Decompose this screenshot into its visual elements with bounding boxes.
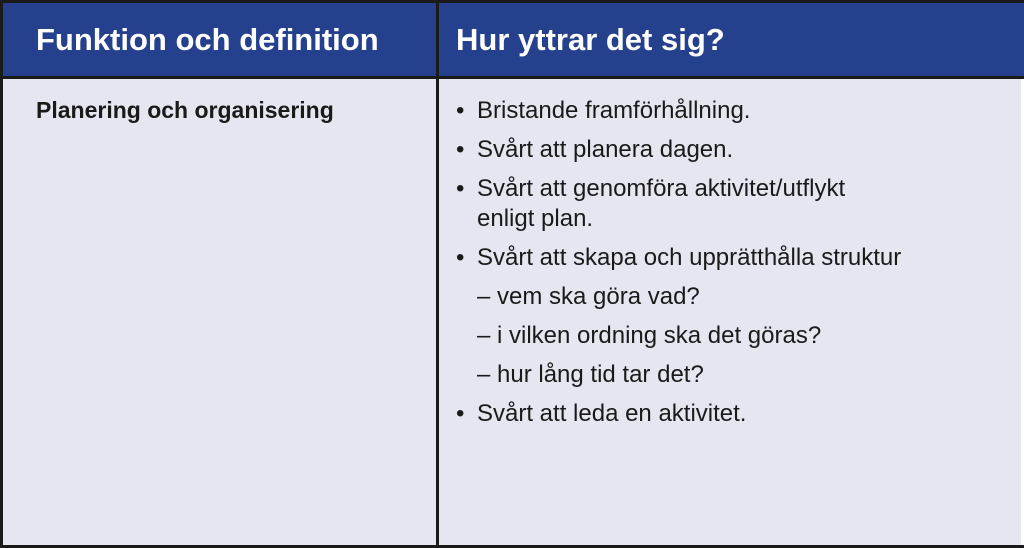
list-subitem [456, 282, 1016, 312]
list-subitem [456, 360, 1016, 390]
list-item-text: Bristande framförhållning. [477, 97, 751, 124]
table-row [0, 79, 1024, 548]
list-item [456, 243, 1016, 273]
list-item [456, 174, 907, 234]
list-item [456, 96, 1016, 126]
list-subitem [456, 321, 1016, 351]
table-header-row [0, 0, 1024, 79]
column-divider [436, 79, 439, 545]
list-item-text: Svårt att skapa och upprätthålla struktur [477, 244, 902, 271]
list-item [456, 399, 1016, 429]
header-how-it-shows: Hur yttrar det sig? [456, 22, 725, 57]
bullet-marker: • [456, 97, 465, 124]
bullet-marker: • [456, 175, 465, 202]
list-item-text: Svårt att genomföra aktivitet/utflykt enligt plan. [477, 175, 846, 232]
list-item-text: Svårt att leda en aktivitet. [477, 400, 747, 427]
dash-marker: – [477, 361, 491, 388]
bullet-marker: • [456, 400, 465, 427]
list-subitem-text: hur lång tid tar det? [497, 361, 704, 388]
list-subitem-text: vem ska göra vad? [497, 283, 700, 310]
column-divider [436, 3, 439, 76]
list-item-text: Svårt att planera dagen. [477, 136, 734, 163]
bullet-marker: • [456, 136, 465, 163]
bullet-marker: • [456, 244, 465, 271]
header-function-definition: Funktion och definition [36, 22, 379, 57]
dash-marker: – [477, 283, 491, 310]
dash-marker: – [477, 322, 491, 349]
symptom-list [456, 96, 1016, 438]
list-subitem-text: i vilken ordning ska det göras? [497, 322, 822, 349]
function-name: Planering och organisering [36, 97, 334, 123]
list-item [456, 135, 1016, 165]
